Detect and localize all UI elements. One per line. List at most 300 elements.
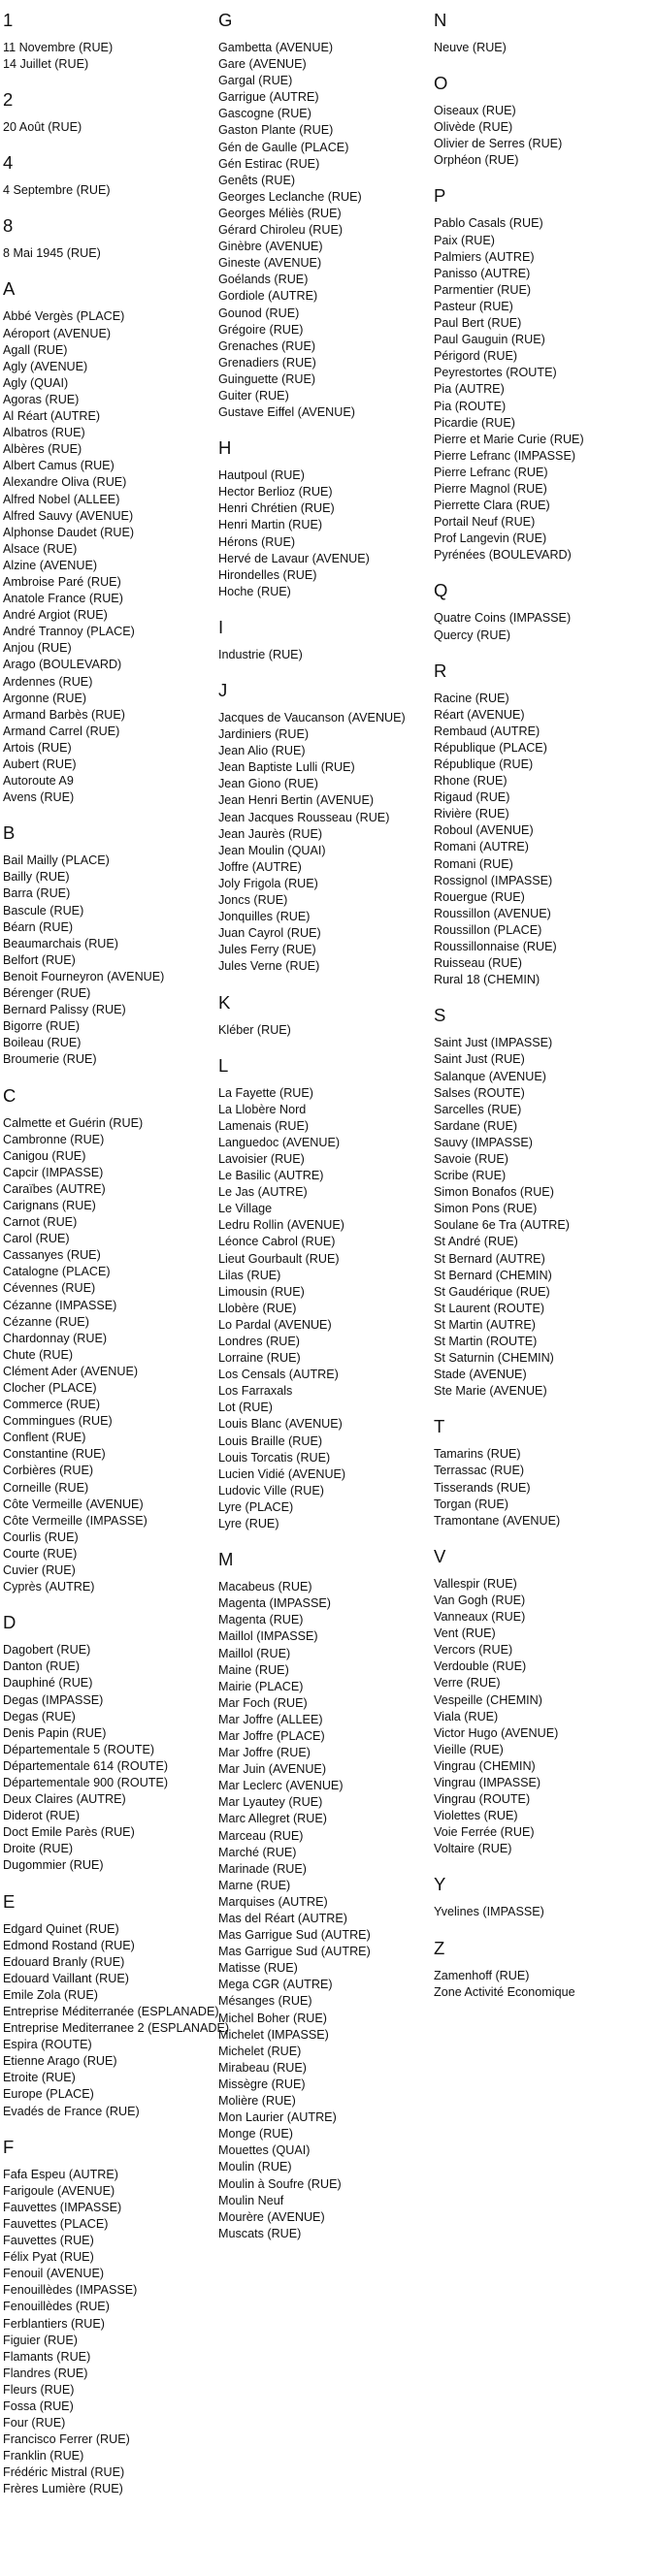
letter-section <box>434 580 642 643</box>
letter-section <box>3 10 212 73</box>
street-name: Tramontane (AVENUE) <box>434 1513 561 1528</box>
street-name: Mirabeau (RUE) <box>218 2060 307 2075</box>
street-name: Jean Alio (RUE) <box>218 744 306 758</box>
street-name: Moulin à Soufre (RUE) <box>218 2176 342 2191</box>
street-name: Albères (RUE) <box>3 442 82 457</box>
street-name: Fauvettes (PLACE) <box>3 2216 109 2231</box>
street-name: Henri Martin (RUE) <box>218 518 323 532</box>
street-name: St Laurent (ROUTE) <box>434 1301 545 1315</box>
letter-section <box>434 10 642 56</box>
street-name: Périgord (RUE) <box>434 349 518 364</box>
street-name: Dauphiné (RUE) <box>3 1676 93 1690</box>
street-name: Al Réart (AUTRE) <box>3 409 101 424</box>
street-name: Capcir (IMPASSE) <box>3 1165 104 1179</box>
street-name: 14 Juillet (RUE) <box>3 57 89 72</box>
letter-section <box>3 2137 212 2498</box>
street-name: Verdouble (RUE) <box>434 1659 527 1674</box>
street-name: Los Censals (AUTRE) <box>218 1368 339 1382</box>
street-name: Agall (RUE) <box>3 342 68 357</box>
street-name: Alsace (RUE) <box>3 541 78 556</box>
street-name: Danton (RUE) <box>3 1659 81 1674</box>
index-column-1 <box>3 10 230 2515</box>
street-name: Viala (RUE) <box>434 1709 499 1723</box>
street-name: Fenouillèdes (RUE) <box>3 2300 110 2314</box>
street-name: Los Farraxals <box>218 1384 293 1399</box>
street-name: Mar Joffre (PLACE) <box>218 1728 325 1743</box>
street-name: Magenta (IMPASSE) <box>218 1596 331 1611</box>
street-name: Jonquilles (RUE) <box>218 910 311 924</box>
street-name: Gaston Plante (RUE) <box>218 123 334 138</box>
street-name: Départementale 900 (ROUTE) <box>3 1775 169 1789</box>
street-name: Broumerie (RUE) <box>3 1052 97 1067</box>
street-name: Espira (ROUTE) <box>3 2038 92 2052</box>
street-list <box>218 467 427 600</box>
letter-section <box>434 1005 642 1400</box>
street-name: Romani (AUTRE) <box>434 840 529 854</box>
street-list <box>3 182 212 199</box>
street-name: Mega CGR (AUTRE) <box>218 1978 333 1992</box>
section-letter-heading: T <box>434 1416 445 1437</box>
street-name: Lieut Gourbault (RUE) <box>218 1251 340 1266</box>
street-name: Aéroport (AVENUE) <box>3 326 112 340</box>
street-name: Artois (RUE) <box>3 740 72 755</box>
street-name: Mas Garrigue Sud (AUTRE) <box>218 1945 371 1959</box>
letter-section <box>434 73 642 169</box>
street-name: Louis Braille (RUE) <box>218 1433 323 1448</box>
street-name: Félix Pyat (RUE) <box>3 2250 94 2265</box>
street-name: Albert Camus (RUE) <box>3 459 115 473</box>
street-name: Alexandre Oliva (RUE) <box>3 475 127 490</box>
street-name: Vallespir (RUE) <box>434 1576 517 1591</box>
street-name: République (PLACE) <box>434 740 547 755</box>
street-name: Muscats (RUE) <box>218 2226 302 2240</box>
street-name: Degas (RUE) <box>3 1709 76 1723</box>
street-name: Fafa Espeu (AUTRE) <box>3 2167 118 2181</box>
street-name: Paul Bert (RUE) <box>434 316 522 331</box>
street-name: Pia (ROUTE) <box>434 399 507 413</box>
street-name: Courlis (RUE) <box>3 1530 79 1544</box>
section-letter-heading: B <box>3 822 16 844</box>
street-name: Savoie (RUE) <box>434 1151 508 1166</box>
street-name: Michel Boher (RUE) <box>218 2011 327 2025</box>
street-name: Mar Joffre (ALLEE) <box>218 1712 323 1726</box>
street-name: 20 Août (RUE) <box>3 120 82 135</box>
street-name: Lyre (PLACE) <box>218 1499 294 1514</box>
street-name: Mas Garrigue Sud (AUTRE) <box>218 1928 371 1943</box>
street-name: St Martin (AUTRE) <box>434 1317 536 1332</box>
street-name: Marne (RUE) <box>218 1878 291 1892</box>
street-name: Yvelines (IMPASSE) <box>434 1905 544 1919</box>
street-name: Jardiniers (RUE) <box>218 727 310 742</box>
street-name: Carol (RUE) <box>3 1232 70 1246</box>
street-name: Ardennes (RUE) <box>3 674 93 689</box>
letter-section <box>3 152 212 199</box>
street-name: Alphonse Daudet (RUE) <box>3 525 135 539</box>
street-name: Mourère (AVENUE) <box>218 2209 325 2224</box>
street-name: Chute (RUE) <box>3 1347 74 1362</box>
street-name: Llobère (RUE) <box>218 1301 297 1315</box>
street-name: Michelet (RUE) <box>218 2044 302 2058</box>
section-letter-heading: G <box>218 10 233 30</box>
street-name: Vieille (RUE) <box>434 1742 504 1756</box>
street-name: Conflent (RUE) <box>3 1431 86 1445</box>
street-list <box>3 245 212 262</box>
street-list <box>218 40 427 421</box>
street-name: Hoche (RUE) <box>218 584 291 598</box>
street-name: Fossa (RUE) <box>3 2399 74 2413</box>
street-name: Mar Lyautey (RUE) <box>218 1795 323 1810</box>
street-name: Georges Méliès (RUE) <box>218 206 342 220</box>
street-name: Neuve (RUE) <box>434 41 507 54</box>
street-name: Maine (RUE) <box>218 1662 289 1677</box>
street-name: Figuier (RUE) <box>3 2333 78 2347</box>
street-name: Quatre Coins (IMPASSE) <box>434 611 572 626</box>
street-name: Alzine (AVENUE) <box>3 558 98 572</box>
street-name: Fleurs (RUE) <box>3 2382 75 2397</box>
street-name: Pablo Casals (RUE) <box>434 216 543 231</box>
street-list <box>434 1035 642 1400</box>
street-name: Goélands (RUE) <box>218 273 309 287</box>
street-name: Rivière (RUE) <box>434 807 509 821</box>
street-name: Gérard Chiroleu (RUE) <box>218 223 344 238</box>
street-name: Léonce Cabrol (RUE) <box>218 1235 336 1249</box>
street-name: 8 Mai 1945 (RUE) <box>3 246 101 261</box>
street-name: St André (RUE) <box>434 1235 518 1249</box>
street-name: Carignans (RUE) <box>3 1198 96 1212</box>
street-name: Autoroute A9 <box>3 774 74 789</box>
index-column-3 <box>434 10 642 2017</box>
street-name: Sauvy (IMPASSE) <box>434 1135 533 1149</box>
street-name: Jean Henri Bertin (AVENUE) <box>218 793 375 808</box>
street-name: Simon Pons (RUE) <box>434 1202 538 1216</box>
street-name: Pierre Lefranc (IMPASSE) <box>434 448 576 463</box>
street-list <box>434 215 642 564</box>
section-letter-heading: E <box>3 1890 16 1912</box>
street-name: République (RUE) <box>434 757 534 771</box>
street-name: Diderot (RUE) <box>3 1809 81 1823</box>
street-name: Industrie (RUE) <box>218 647 303 661</box>
section-letter-heading: F <box>3 2136 15 2157</box>
street-name: Constantine (RUE) <box>3 1447 106 1462</box>
street-name: Gare (AVENUE) <box>218 57 307 72</box>
street-name: Carnot (RUE) <box>3 1215 78 1230</box>
street-name: Lilas (RUE) <box>218 1268 281 1282</box>
street-name: Denis Papin (RUE) <box>3 1725 107 1740</box>
street-name: Joly Frigola (RUE) <box>218 876 318 890</box>
street-name: Dagobert (RUE) <box>3 1643 91 1658</box>
street-name: Jules Verne (RUE) <box>218 959 320 974</box>
street-list <box>3 1642 212 1874</box>
section-letter-heading: 2 <box>3 89 14 111</box>
street-name: Cyprès (AUTRE) <box>3 1580 95 1594</box>
section-letter-heading: L <box>218 1054 229 1076</box>
street-name: St Bernard (CHEMIN) <box>434 1268 552 1282</box>
street-name: Vercors (RUE) <box>434 1643 513 1658</box>
section-letter-heading: V <box>434 1545 446 1566</box>
street-name: Anjou (RUE) <box>3 641 72 656</box>
street-name: Lorraine (RUE) <box>218 1351 301 1366</box>
street-name: André Trannoy (PLACE) <box>3 625 135 639</box>
street-name: Orphéon (RUE) <box>434 153 519 168</box>
letter-section <box>3 278 212 806</box>
street-list <box>3 40 212 73</box>
street-name: Cézanne (RUE) <box>3 1314 89 1329</box>
street-name: Agly (AVENUE) <box>3 359 88 373</box>
street-name: Courte (RUE) <box>3 1546 78 1561</box>
street-name: André Argiot (RUE) <box>3 608 108 623</box>
street-name: St Saturnin (CHEMIN) <box>434 1351 554 1366</box>
street-name: Roussillonnaise (RUE) <box>434 940 557 954</box>
street-name: Mon Laurier (AUTRE) <box>218 2110 337 2125</box>
street-name: Commerce (RUE) <box>3 1398 101 1412</box>
street-name: Avens (RUE) <box>3 790 75 805</box>
street-name: Clocher (PLACE) <box>3 1381 97 1395</box>
street-name: Hirondelles (RUE) <box>218 567 317 582</box>
street-name: Lo Pardal (AVENUE) <box>218 1317 332 1332</box>
section-letter-heading: S <box>434 1005 446 1026</box>
street-list <box>218 1022 427 1039</box>
street-name: Barra (RUE) <box>3 886 71 901</box>
street-name: Marinade (RUE) <box>218 1861 307 1876</box>
letter-section <box>218 680 427 976</box>
street-name: Moulin Neuf <box>218 2193 284 2207</box>
street-name: Marché (RUE) <box>218 1845 297 1859</box>
street-name: Lucien Vidié (AVENUE) <box>218 1466 346 1481</box>
street-name: Edouard Vaillant (RUE) <box>3 1971 129 1985</box>
street-name: Maillol (RUE) <box>218 1646 291 1660</box>
street-name: Michelet (IMPASSE) <box>218 2027 329 2042</box>
street-list <box>434 610 642 643</box>
street-name: Racine (RUE) <box>434 691 509 705</box>
street-name: La Llobère Nord <box>218 1102 307 1116</box>
street-name: Anatole France (RUE) <box>3 592 123 606</box>
street-name: Gén de Gaulle (PLACE) <box>218 140 349 154</box>
section-letter-heading: 8 <box>3 215 14 237</box>
street-name: Jules Ferry (RUE) <box>218 943 316 957</box>
street-name: Quercy (RUE) <box>434 628 511 642</box>
street-name: Lyre (RUE) <box>218 1517 279 1531</box>
street-name: Missègre (RUE) <box>218 2077 306 2091</box>
street-name: Départementale 5 (ROUTE) <box>3 1742 155 1756</box>
section-letter-heading: C <box>3 1084 16 1106</box>
street-name: Macabeus (RUE) <box>218 1580 312 1594</box>
letter-section <box>434 1874 642 1920</box>
street-name: Terrassac (RUE) <box>434 1464 525 1478</box>
street-name: Panisso (AUTRE) <box>434 266 531 280</box>
street-name: Pierre Magnol (RUE) <box>434 481 547 496</box>
street-name: Franklin (RUE) <box>3 2449 84 2463</box>
street-name: Oiseaux (RUE) <box>434 104 516 118</box>
street-name: Hautpoul (RUE) <box>218 468 305 483</box>
street-name: Ferblantiers (RUE) <box>3 2316 105 2331</box>
street-name: Hector Berlioz (RUE) <box>218 485 333 499</box>
street-name: Grenadiers (RUE) <box>218 355 316 370</box>
street-name: Marceau (RUE) <box>218 1828 304 1843</box>
street-name: Abbé Vergès (PLACE) <box>3 309 125 324</box>
street-name: Jean Jacques Rousseau (RUE) <box>218 810 390 824</box>
street-name: Cambronne (RUE) <box>3 1132 105 1146</box>
street-list <box>434 691 642 989</box>
street-name: Violettes (RUE) <box>434 1809 518 1823</box>
street-name: Guinguette (RUE) <box>218 371 316 386</box>
street-name: Grenaches (RUE) <box>218 338 316 353</box>
street-list <box>3 1921 230 2120</box>
street-name: Gordiole (AUTRE) <box>218 289 318 304</box>
street-name: Mar Leclerc (AVENUE) <box>218 1779 344 1793</box>
street-name: Ruisseau (RUE) <box>434 956 522 971</box>
street-name: Parmentier (RUE) <box>434 282 532 297</box>
street-name: Rossignol (IMPASSE) <box>434 873 553 887</box>
letter-section <box>3 822 212 1068</box>
street-name: Entreprise Méditerranée (ESPLANADE) <box>3 2005 219 2018</box>
street-name: 4 Septembre (RUE) <box>3 183 111 198</box>
street-name: St Martin (ROUTE) <box>434 1335 538 1348</box>
street-name: Benoit Fourneyron (AVENUE) <box>3 969 165 983</box>
street-name: Prof Langevin (RUE) <box>434 531 547 546</box>
street-name: Francisco Ferrer (RUE) <box>3 2432 130 2447</box>
street-name: Bérenger (RUE) <box>3 986 91 1001</box>
street-name: Voltaire (RUE) <box>434 1842 512 1856</box>
street-name: Saint Just (RUE) <box>434 1052 525 1067</box>
street-name: Bail Mailly (PLACE) <box>3 853 110 868</box>
street-list <box>434 1446 642 1529</box>
street-name: Alfred Sauvy (AVENUE) <box>3 508 134 523</box>
letter-section <box>3 1612 212 1874</box>
street-name: Pierre et Marie Curie (RUE) <box>434 432 584 446</box>
street-name: Gén Estirac (RUE) <box>218 156 320 171</box>
street-name: Louis Blanc (AVENUE) <box>218 1417 343 1432</box>
street-name: Fenouillèdes (IMPASSE) <box>3 2283 138 2298</box>
street-list <box>3 853 212 1068</box>
street-list <box>218 1085 427 1533</box>
street-name: Alfred Nobel (ALLEE) <box>3 492 120 506</box>
section-letter-heading: M <box>218 1549 234 1570</box>
street-list <box>3 119 212 136</box>
street-name: Roussillon (AVENUE) <box>434 906 551 920</box>
street-list <box>3 2167 212 2498</box>
section-letter-heading: O <box>434 73 448 94</box>
section-letter-heading: K <box>218 991 231 1013</box>
street-name: Départementale 614 (ROUTE) <box>3 1758 169 1773</box>
street-name: Molière (RUE) <box>218 2094 296 2109</box>
street-name: Van Gogh (RUE) <box>434 1593 526 1607</box>
street-name: Canigou (RUE) <box>3 1148 86 1163</box>
street-name: Agoras (RUE) <box>3 392 80 406</box>
street-name: Aubert (RUE) <box>3 757 77 771</box>
letter-section <box>218 617 427 663</box>
section-letter-heading: 1 <box>3 10 14 30</box>
street-name: Dugommier (RUE) <box>3 1858 104 1873</box>
street-name: Béarn (RUE) <box>3 919 74 934</box>
street-name: Le Jas (AUTRE) <box>218 1185 308 1200</box>
section-letter-heading: Y <box>434 1874 446 1895</box>
street-name: Simon Bonafos (RUE) <box>434 1185 554 1200</box>
street-name: Pierre Lefranc (RUE) <box>434 465 548 479</box>
street-name: La Fayette (RUE) <box>218 1085 313 1100</box>
street-name: Juan Cayrol (RUE) <box>218 926 321 941</box>
street-name: Mouettes (QUAI) <box>218 2143 311 2158</box>
street-name: Beaumarchais (RUE) <box>3 936 118 950</box>
street-name: Bailly (RUE) <box>3 870 70 885</box>
street-name: Doct Emile Parès (RUE) <box>3 1825 135 1840</box>
street-name: Mar Juin (AVENUE) <box>218 1762 327 1777</box>
street-name: Bascule (RUE) <box>3 903 84 918</box>
street-name: Marquises (AUTRE) <box>218 1894 328 1909</box>
street-name: Pierrette Clara (RUE) <box>434 499 550 513</box>
street-name: Paix (RUE) <box>434 233 495 247</box>
street-name: Roussillon (PLACE) <box>434 922 542 937</box>
street-name: Victor Hugo (AVENUE) <box>434 1725 559 1740</box>
street-name: Louis Torcatis (RUE) <box>218 1450 331 1465</box>
section-letter-heading: H <box>218 437 232 459</box>
street-name: Hérons (RUE) <box>218 534 296 549</box>
street-name: Matisse (RUE) <box>218 1961 298 1976</box>
street-name: Caraïbes (AUTRE) <box>3 1181 106 1196</box>
street-name: Tisserands (RUE) <box>434 1480 531 1495</box>
street-name: Ste Marie (AVENUE) <box>434 1384 547 1399</box>
street-name: Albatros (RUE) <box>3 426 85 440</box>
street-name: Paul Gauguin (RUE) <box>434 333 545 347</box>
street-list <box>3 308 212 806</box>
letter-section <box>434 660 642 989</box>
section-letter-heading: Z <box>434 1937 445 1958</box>
street-name: 11 Novembre (RUE) <box>3 41 114 54</box>
street-name: Agly (QUAI) <box>3 375 69 390</box>
street-name: Tamarins (RUE) <box>434 1447 521 1462</box>
street-name: Roboul (AVENUE) <box>434 823 534 838</box>
street-name: Gascogne (RUE) <box>218 107 311 121</box>
street-name: Commingues (RUE) <box>3 1414 113 1429</box>
street-name: Armand Barbès (RUE) <box>3 707 125 722</box>
street-name: Cassanyes (RUE) <box>3 1248 101 1263</box>
street-name: Jean Giono (RUE) <box>218 777 318 791</box>
street-name: Georges Leclanche (RUE) <box>218 189 362 204</box>
street-name: Genêts (RUE) <box>218 173 296 187</box>
street-name: Vingrau (IMPASSE) <box>434 1775 541 1789</box>
letter-section <box>434 1546 642 1858</box>
street-name: Olivède (RUE) <box>434 120 513 135</box>
section-letter-heading: R <box>434 660 447 681</box>
letter-section <box>3 1890 230 2120</box>
street-name: Cuvier (RUE) <box>3 1563 76 1578</box>
street-name: Mas del Réart (AUTRE) <box>218 1912 347 1925</box>
street-name: Monge (RUE) <box>218 2127 293 2141</box>
street-name: Grégoire (RUE) <box>218 322 304 337</box>
street-name: Entreprise Mediterranee 2 (ESPLANADE) <box>3 2021 230 2036</box>
street-name: Limousin (RUE) <box>218 1284 305 1299</box>
section-letter-heading: D <box>3 1612 16 1633</box>
street-name: Palmiers (AUTRE) <box>434 249 535 264</box>
street-name: Deux Claires (AUTRE) <box>3 1792 126 1807</box>
street-name: Réart (AVENUE) <box>434 707 525 722</box>
street-name: Verre (RUE) <box>434 1676 501 1690</box>
letter-section <box>434 1938 642 2001</box>
street-name: Mar Foch (RUE) <box>218 1695 308 1710</box>
street-name: Armand Carrel (RUE) <box>3 724 120 738</box>
street-name: Moulin (RUE) <box>218 2160 292 2174</box>
street-name: Arago (BOULEVARD) <box>3 658 122 672</box>
street-name: Flandres (RUE) <box>3 2366 88 2380</box>
street-name: Joncs (RUE) <box>218 893 288 908</box>
street-name: Chardonnay (RUE) <box>3 1331 108 1345</box>
section-letter-heading: I <box>218 616 224 637</box>
letter-section <box>218 1055 427 1533</box>
street-name: Etroite (RUE) <box>3 2071 76 2085</box>
street-list <box>434 1576 642 1858</box>
street-list <box>434 103 642 169</box>
street-name: Bernard Palissy (RUE) <box>3 1003 126 1017</box>
street-name: Garrigue (AUTRE) <box>218 90 319 105</box>
